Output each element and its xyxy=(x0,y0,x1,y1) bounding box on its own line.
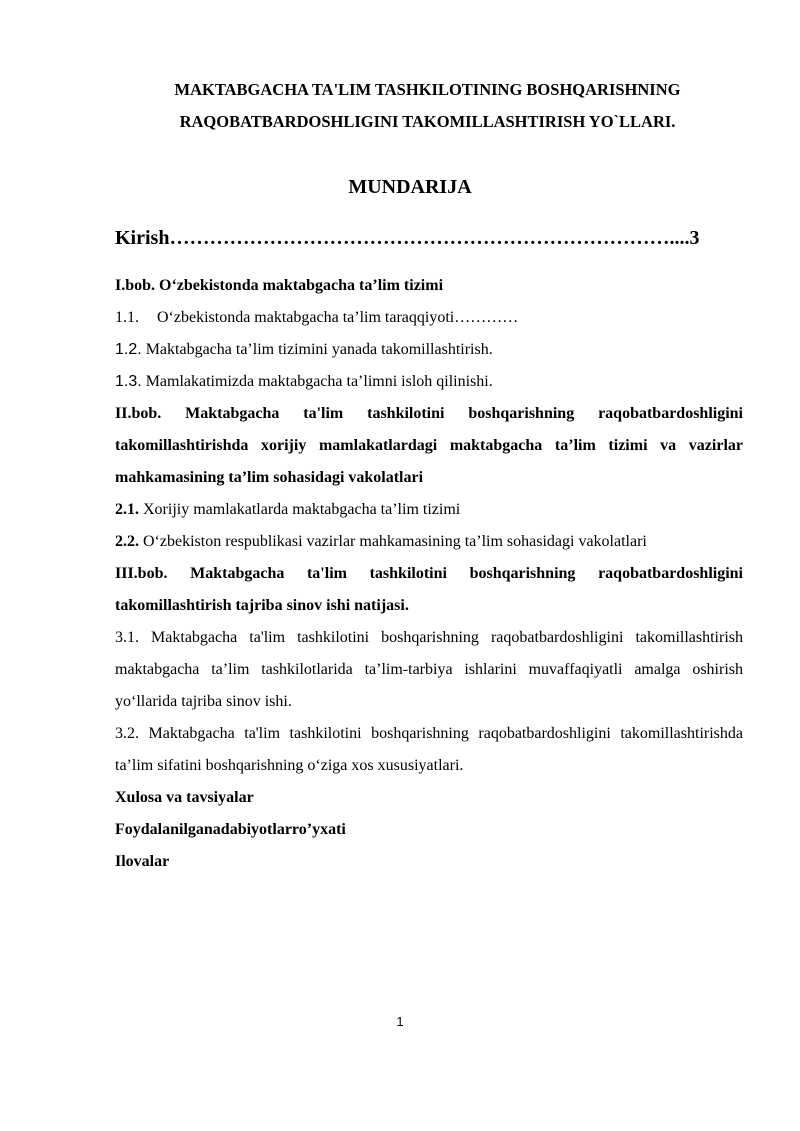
toc-entry-kirish: Kirish…………………………………………………………………....3 xyxy=(115,227,700,249)
toc-item-text: Mamlakatimizda maktabgacha ta’limni isloh qilinishi. xyxy=(141,373,493,390)
title-line-1: MAKTABGACHA TA'LIM TASHKILOTINING BOSHQARISHNING xyxy=(174,80,681,99)
title-line-2: RAQOBATBARDOSHLIGINI TAKOMILLASHTIRISH YO`LLARI. xyxy=(179,112,676,131)
toc-item-2-1 xyxy=(115,494,743,526)
toc-item-1-2 xyxy=(115,334,743,366)
toc-item-1-1 xyxy=(115,302,743,334)
toc-item-text: O‘zbekiston respublikasi vazirlar mahkamasining ta’lim sohasidagi vakolatlari xyxy=(139,533,647,550)
toc-item-number: 2.2. xyxy=(115,533,139,550)
toc-item-number: 2.1. xyxy=(115,501,139,518)
toc-entry-references: Foydalanilganadabiyotlarro’yxati xyxy=(115,821,346,838)
toc-body xyxy=(115,270,743,878)
toc-entry-appendix: Ilovalar xyxy=(115,853,170,870)
document-title xyxy=(100,74,755,138)
toc-item-number: 1.1. xyxy=(115,309,139,326)
page-number: 1 xyxy=(396,1014,404,1029)
toc-entry-conclusion: Xulosa va tavsiyalar xyxy=(115,789,254,806)
toc-item-3-1: 3.1. Maktabgacha ta'lim tashkilotini boshqarishning raqobatbardoshligini takomillashtirish maktabgacha ta’lim tashkilotlarida ta’lim-tarbiya ishlarini muvaffaqiyatli amalga oshirish yo‘llarida tajriba sinov ishi. xyxy=(115,629,743,710)
toc-item-text: Xorijiy mamlakatlarda maktabgacha ta’lim tizimi xyxy=(139,501,461,518)
toc-heading: MUNDARIJA xyxy=(348,176,472,198)
toc-item-number: 1.3. xyxy=(115,373,142,390)
toc-item-text: Maktabgacha ta’lim tizimini yanada takomillashtirish. xyxy=(141,341,493,358)
chapter-1-title: I.bob. O‘zbekistonda maktabgacha ta’lim tizimi xyxy=(115,277,444,294)
toc-item-text: O‘zbekistonda maktabgacha ta’lim taraqqiyoti………… xyxy=(157,309,519,326)
toc-item-1-3 xyxy=(115,366,743,398)
toc-item-number: 1.2. xyxy=(115,341,142,358)
chapter-2-title: II.bob. Maktabgacha ta'lim tashkilotini boshqarishning raqobatbardoshligini takomillashtirishda xorijiy mamlakatlardagi maktabgacha ta’lim tizimi va vazirlar mahkamasining ta’lim sohasidagi vakolatlari xyxy=(115,405,743,486)
chapter-3-title: III.bob. Maktabgacha ta'lim tashkilotini boshqarishning raqobatbardoshligini takomillashtirish tajriba sinov ishi natijasi. xyxy=(115,565,743,614)
toc-item-3-2: 3.2. Maktabgacha ta'lim tashkilotini boshqarishning raqobatbardoshligini takomillashtirishda ta’lim sifatini boshqarishning o‘ziga xos xususiyatlari. xyxy=(115,725,743,774)
toc-item-2-2 xyxy=(115,526,743,558)
